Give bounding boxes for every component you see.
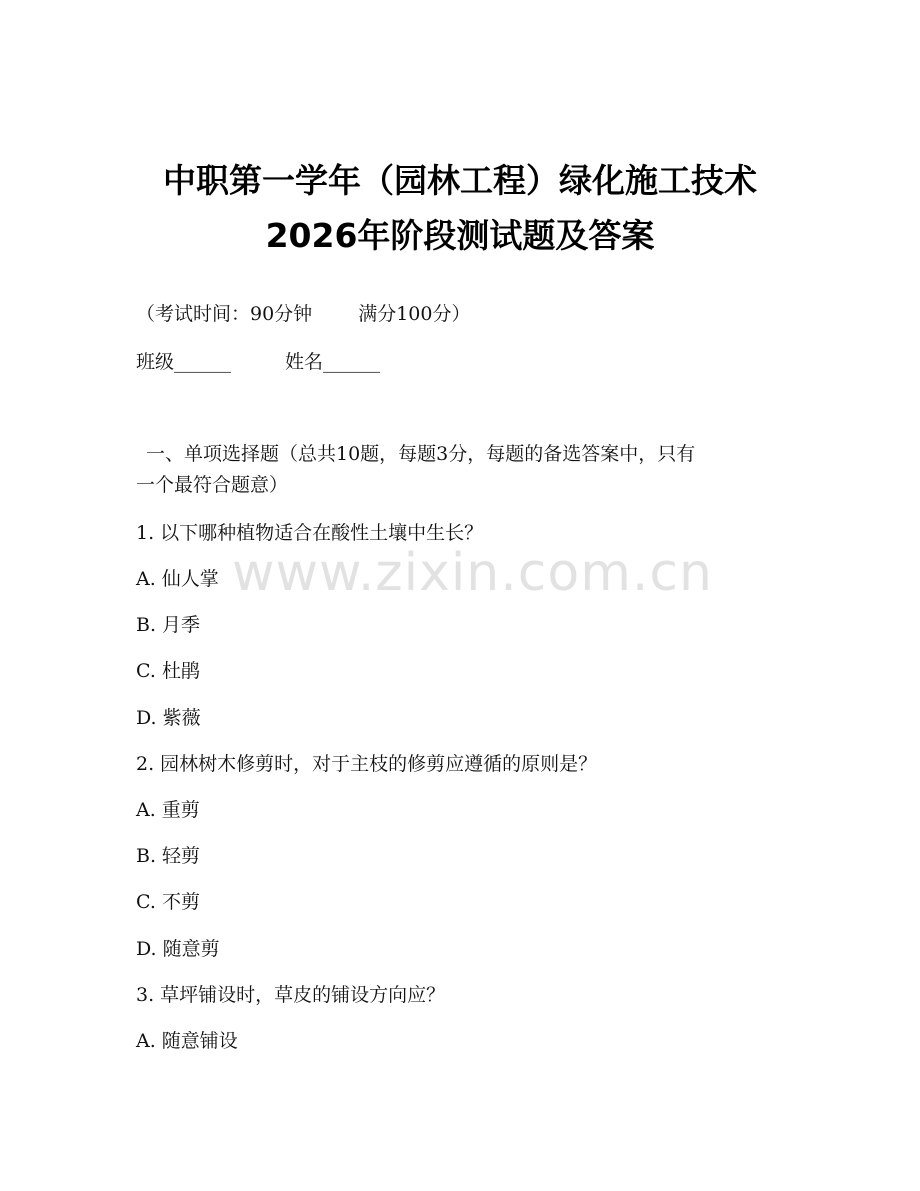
document-title-line-1: 中职第一学年（园林工程）绿化施工技术 [163,161,757,200]
question-2-option-c: C. 不剪 [136,891,200,913]
question-2-option-b: B. 轻剪 [136,845,201,867]
exam-full-score: 满分100分） [358,303,471,325]
student-info [136,350,380,374]
document-title-line-2: 2026年阶段测试题及答案 [265,216,655,255]
name-field-label: 姓名______ [285,351,381,373]
exam-info [136,302,470,326]
question-2-option-a: A. 重剪 [136,799,200,821]
question-2-stem: 2. 园林树木修剪时，对于主枝的修剪应遵循的原则是？ [136,753,598,775]
question-1-option-c: C. 杜鹃 [136,660,200,682]
section-heading-line-1: 一、单项选择题（总共10题，每题3分，每题的备选答案中，只有 [146,443,696,465]
section-heading-line-2: 一个最符合题意） [136,474,289,496]
site-watermark: www.zixin.com.cn [232,543,713,603]
question-1-option-b: B. 月季 [136,614,201,636]
question-1-option-a: A. 仙人掌 [136,568,219,590]
question-1-option-d: D. 紫薇 [136,707,201,729]
question-3-stem: 3. 草坪铺设时，草皮的铺设方向应？ [136,984,446,1006]
class-field-label: 班级______ [136,351,232,373]
question-1-stem: 1. 以下哪种植物适合在酸性土壤中生长？ [136,522,484,544]
question-3-option-a: A. 随意铺设 [136,1030,238,1052]
exam-time: （考试时间：90分钟 [136,303,313,325]
question-2-option-d: D. 随意剪 [136,938,220,960]
